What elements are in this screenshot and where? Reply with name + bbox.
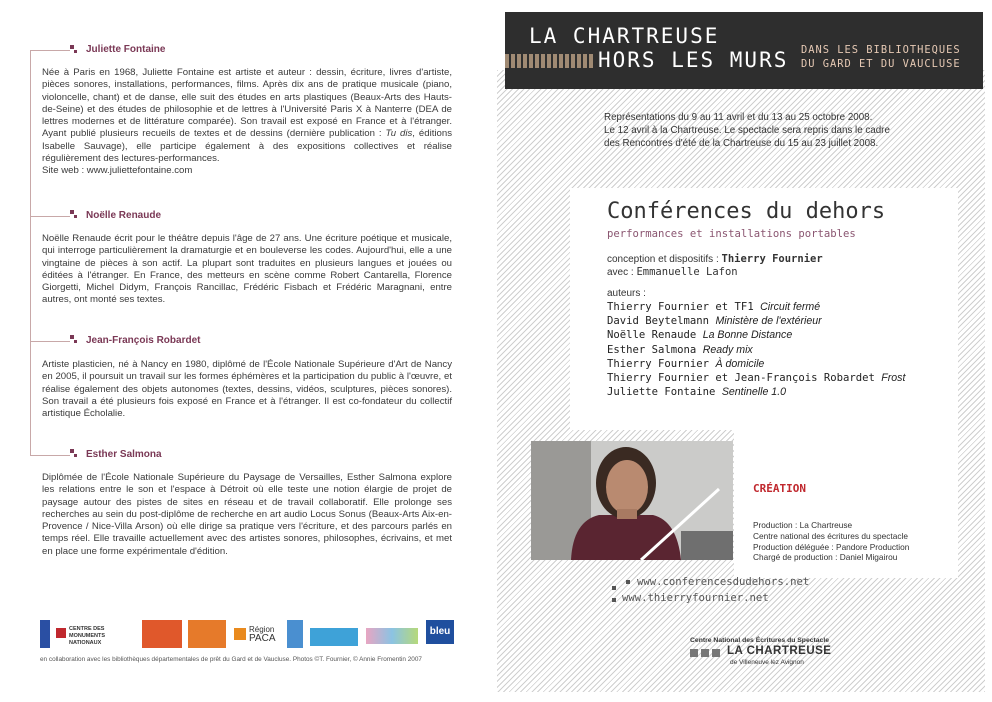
paca-logo: Région PACA	[234, 620, 280, 648]
bleu-logo: bleu	[426, 620, 454, 644]
page-title: Conférences du dehors	[607, 199, 886, 224]
header-side: DANS LES BIBLIOTHEQUES DU GARD ET DU VAUCLUSE	[801, 44, 961, 70]
work-item: David Beytelmann Ministère de l'extérieur	[607, 315, 822, 328]
bio-name-fontaine: Juliette Fontaine	[86, 44, 166, 55]
footer-name: LA CHARTREUSE	[727, 645, 832, 657]
url-conferences[interactable]: www.conferencesdudehors.net	[637, 576, 810, 588]
monuments-logo: CENTRE DES MONUMENTS NATIONAUX	[56, 620, 134, 648]
url-fournier[interactable]: www.thierryfournier.net	[622, 592, 769, 604]
gard-logo	[188, 620, 226, 648]
work-item: Thierry Fournier À domicile	[607, 357, 765, 370]
performer-photo	[531, 441, 733, 560]
work-item: Thierry Fournier et Jean-François Robardet Frost	[607, 372, 906, 385]
site-link[interactable]: Site web : www.juliettefontaine.com	[42, 165, 193, 177]
work-item: Thierry Fournier et TF1 Circuit fermé	[607, 301, 821, 313]
production-info: Production : La Chartreuse Centre national des écritures du spectacle Production déléguée : Pandore Production Chargé de production : Daniel Migairou	[753, 520, 910, 563]
bio-salmona: Diplômée de l'École Nationale Supérieure du Paysage de Versailles, Esther Salmona explore les relations entre le son et l'espace à Détroit où elle teste une notion élargie de projet de paysage autour des pistes de sites en réseau et de travail collaboratif. Elle prolonge ses recherches au sein du post-diplôme de recherche en art audio Locus Sonus (Beaux-Arts Aix-en-Provence / Nice-Villa Arson) où elle dirige sa pratique vers l'écriture, et des parcours parlés en temps réel. Elle travaille actuellement avec des artistes sonores, philosophes, écrivains, et met en place une forme expérimentale d'édition.	[42, 472, 452, 557]
multi-logo	[366, 628, 418, 644]
header-bar	[505, 12, 983, 89]
bio-name-robardet: Jean-François Robardet	[86, 335, 201, 346]
footer-bottom: de Villeneuve lez Avignon	[730, 659, 804, 666]
header-line1: LA CHARTREUSE	[529, 24, 720, 48]
bio-robardet: Artiste plasticien, né à Nancy en 1980, diplômé de l'École Nationale Supérieure d'Art de Nancy en 2005, il poursuit un travail sur les formes éphémères et la participation du public à l'œuvre, et réalise également des objets autonomes (textes, dessins, vidéos, sculptures, pièces sonores). Son travail a été plusieurs fois exposé en France et à l'étranger. Il est co-fondateur du collectif artistique Écholalie.	[42, 359, 452, 420]
header-dots	[505, 54, 593, 68]
works-list	[607, 300, 905, 399]
auteurs-label: auteurs :	[607, 288, 646, 299]
photo-credit: en collaboration avec les bibliothèques départementales de prêt du Gard et de Vaucluse. Photos ©T. Fournier, © Annie Fromentin 2007	[40, 656, 422, 663]
bio-name-renaude: Noëlle Renaude	[86, 210, 162, 221]
header-line2: HORS LES MURS	[598, 48, 789, 72]
frame-line	[30, 50, 31, 455]
bio-renaude: Noëlle Renaude écrit pour le théâtre depuis l'âge de 27 ans. Une écriture poétique et musicale, qui interroge particulièrement la dramaturgie et en bouleverse les codes. Aujourd'hui, elle a une vingtaine de pièces à son actif. La plupart sont traduites en plusieurs langues et jouées ou éditées à l'étranger. En France, des metteurs en scène comme Robert Cantarella, Florence Giorgetti, Michel Didym, François Rancillac, Frédéric Fisbach et Frédéric Maragnani, entre autres, ont monté ses textes.	[42, 233, 452, 306]
footer-top: Centre National des Écritures du Spectacle	[690, 637, 830, 644]
bio-fontaine: Née à Paris en 1968, Juliette Fontaine est artiste et auteur : dessin, écriture, livres d'artiste, pièces sonores, installations, performances, films. Après dix ans de pratique musicale (piano, violoncelle, chant) et de danse, elle suit des études en arts plastiques (Beaux-Arts des Hauts-de-Seine) et des études de philosophie et de lettres à l'Université Paris X à Nanterre (DEA de lettres modernes et de littérature comparée). Son travail est exposé en France et à l'étranger. Ayant publié plusieurs recueils de textes et de dessins (dernière publication : Tu dis, éditions Isabelle Sauvage), elle participe également à des expositions collectives et réalise régulièrement des lectures-performances. Site web : www.juliettefontaine.com	[42, 67, 452, 177]
dates-text: Représentations du 9 au 11 avril et du 13 au 25 octobre 2008. Le 12 avril à la Chartreuse. Le spectacle sera repris dans le cadre des Rencontres d'été de la Chartreuse du 15 au 23 juillet 2008.	[604, 112, 890, 149]
page-subtitle: performances et installations portables	[607, 228, 856, 240]
creation-label: CRÉATION	[753, 482, 806, 495]
work-item: Juliette Fontaine Sentinelle 1.0	[607, 386, 787, 399]
culture-logo	[40, 620, 50, 648]
bio-name-salmona: Esther Salmona	[86, 449, 162, 460]
region-logo-1	[142, 620, 182, 648]
work-item: Noëlle Renaude La Bonne Distance	[607, 329, 793, 342]
vaucluse-logo	[310, 628, 358, 646]
work-item: Esther Salmona Ready mix	[607, 343, 753, 356]
blue-logo	[287, 620, 303, 648]
credits-block: conception et dispositifs : Thierry Fournier avec : Emmanuelle Lafon	[607, 253, 823, 278]
